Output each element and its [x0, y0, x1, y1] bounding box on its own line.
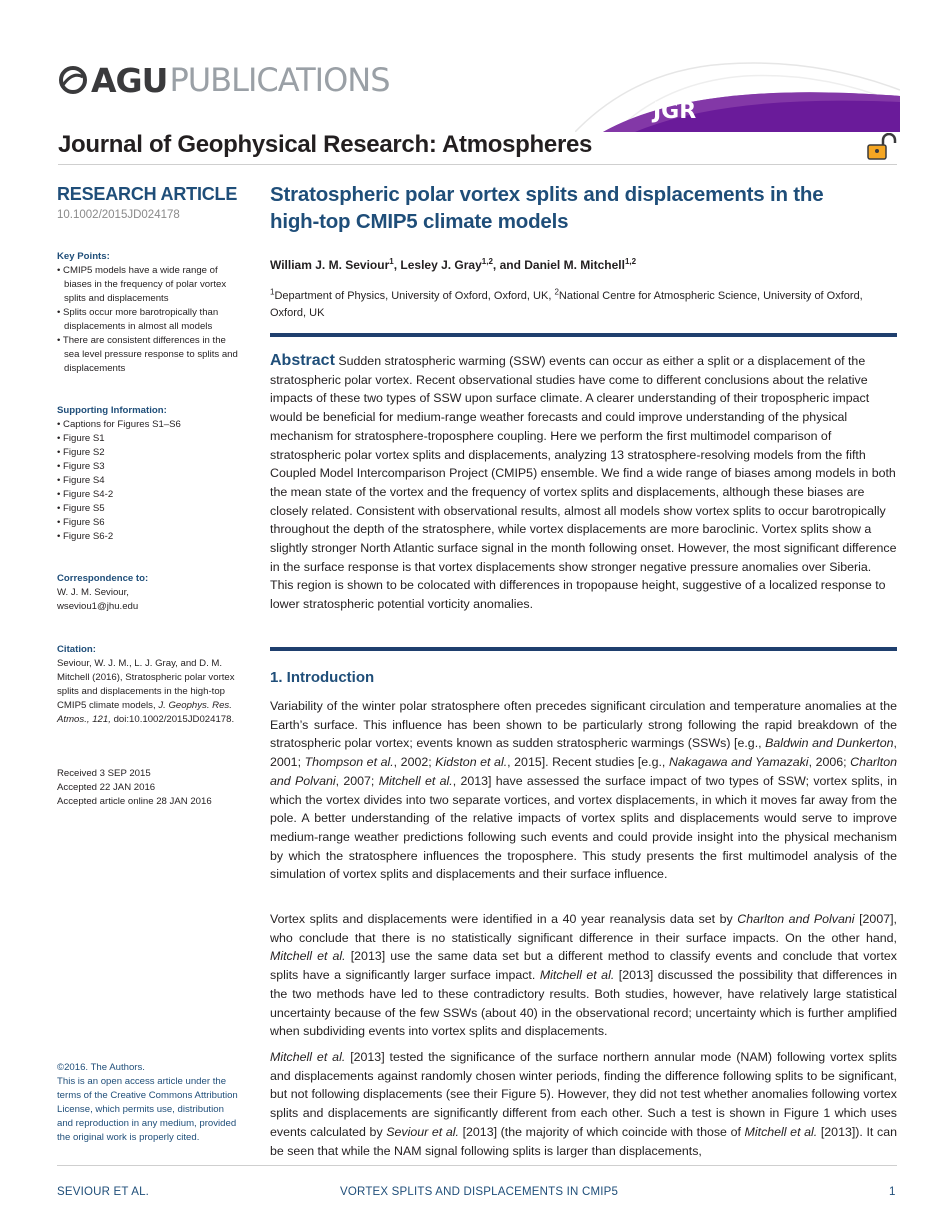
supporting-item[interactable]: • Figure S6: [57, 516, 242, 530]
text-run: , 2015]. Recent studies [e.g.,: [507, 755, 669, 770]
citation-heading: Citation:: [57, 644, 96, 655]
article-title: Stratospheric polar vortex splits and displacements in the high-top CMIP5 climate models: [270, 183, 824, 233]
text-run: Variability of the winter polar stratosphere often precedes significant circulation and temperature anomalies at the Earth’s surface. This influence has been shown to be particularly strong following the rapid breakdown of the stratospheric polar vortex; events known as sudden stratospheric warmings (SSWs) [e.g.,: [270, 699, 897, 751]
abstract-label: Abstract: [270, 352, 335, 369]
paragraph-3: [270, 1048, 897, 1160]
text-run: Vortex splits and displacements were identified in a 40 year reanalysis data set by: [270, 912, 738, 926]
author-separator: , and: [492, 258, 525, 272]
citation-body: [57, 657, 242, 727]
section-heading-introduction: 1. Introduction: [270, 669, 375, 686]
abstract-top-rule: [270, 333, 897, 337]
journal-title: Journal of Geophysical Research: Atmospheres: [58, 131, 593, 158]
key-points: [57, 250, 242, 376]
open-access-lock-icon: [865, 133, 897, 161]
affil-sup: 1: [270, 287, 275, 297]
citation-author: Mitchell et al.: [744, 1124, 818, 1139]
supporting-item[interactable]: • Figure S4: [57, 474, 242, 488]
citation-author: Mitchell et al.: [270, 1050, 346, 1064]
supporting-item[interactable]: • Figure S4-2: [57, 488, 242, 502]
citation-author: Baldwin and Dunkerton: [765, 736, 894, 751]
license-block: [57, 1061, 242, 1145]
footer-authors: SEVIOUR ET AL.: [57, 1186, 150, 1198]
abstract-text: Sudden stratospheric warming (SSW) events can occur as either a split or a displacement of the stratospheric polar vortex. Recent observational studies have come to different conclusions about the relative impacts of these two types of SSW upon surface climate. A clearer understanding of their tropospheric impact would be beneficial for medium-range weather forecasts and could improve understanding of the physical mechanism for stratosphere-troposphere coupling. Here we perform the first multimodel comparison of stratospheric polar vortex splits and displacements, analyzing 13 stratosphere-resolving models from the fifth Coupled Model Intercomparison Project (CMIP5) ensemble. We find a wide range of biases among models in both the mean state of the vortex and the frequency of vortex splits and displacements, although these biases are closely related. Consistent with observational results, almost all models show vortex splits to occur barotropically throughout the depth of the stratosphere, while vortex displacements are more baroclinic. Vortex splits show a slightly stronger North Atlantic surface signal in the month following onset. However, the most significant difference in the surface response is that vortex displacements show stronger negative pressure anomalies over Siberia. This region is shown to be colocated with differences in tropopause height, suggestive of a localized response to lower stratospheric potential vorticity anomalies.: [270, 354, 897, 612]
author-affil-sup: 1: [389, 257, 394, 266]
supporting-information: [57, 404, 242, 544]
affiliations: [270, 288, 897, 322]
key-point: • CMIP5 models have a wide range of biases in the frequency of polar vortex splits and displacements: [57, 264, 242, 306]
header-divider: [58, 164, 897, 165]
supporting-heading: Supporting Information:: [57, 405, 167, 416]
abstract-bottom-rule: [270, 647, 897, 651]
text-run: , 2013] have assessed the surface impact of two types of SSW; vortex splits, in which the vortex divides into two separate vortices, and vortex displacements, in which it moves far away from the pole. A better understanding of the relative impacts of vortex splits and displacements would serve to improve medium-range weather predictions following such events and could provide insight into the physical mechanism by which the stratosphere influences the troposphere. This study presents the first multimodel analysis of the simulation of vortex splits and displacements and their surface influence.: [270, 773, 898, 882]
online-date: Accepted article online 28 JAN 2016: [57, 796, 212, 807]
article-type: RESEARCH ARTICLE: [57, 184, 238, 204]
correspondence-email[interactable]: wseviou1@jhu.edu: [57, 601, 139, 612]
affil-1: Department of Physics, University of Oxford, Oxford, UK,: [274, 290, 555, 302]
agu-globe-icon: [58, 65, 88, 95]
citation-author: Mitchell et al.: [539, 968, 615, 983]
citation-author: Kidston et al.: [435, 755, 508, 770]
citation-author: Seviour et al.: [386, 1124, 459, 1139]
supporting-item[interactable]: • Figure S2: [57, 446, 242, 460]
received-date: Received 3 SEP 2015: [57, 768, 151, 779]
text-run: [2013] discussed the possibility that differences in the two methods have led to these contradictory results. Both studies, however, have relatively large statistical uncertainty because of the few SSWs (about 40) in the observational record; uncertainty which is further amplified when subdividing events into vortex splits and displacements.: [270, 968, 897, 1039]
citation: [57, 643, 242, 727]
author-separator: ,: [393, 258, 401, 272]
article-doi[interactable]: 10.1002/2015JD024178: [57, 209, 180, 221]
correspondence-heading: Correspondence to:: [57, 573, 149, 584]
citation-author: Mitchell et al.: [270, 949, 346, 964]
publisher-publications: PUBLICATIONS: [169, 61, 390, 99]
text-run: , 2001;: [270, 736, 897, 770]
citation-author: Charlton and Polvani: [737, 912, 855, 926]
text-run: , 2002;: [393, 755, 436, 770]
citation-author: Nakagawa and Yamazaki: [668, 755, 809, 770]
correspondence-name: W. J. M. Seviour,: [57, 587, 129, 598]
citation-doi: doi:10.1002/2015JD024178.: [113, 714, 235, 725]
supporting-item[interactable]: • Figure S3: [57, 460, 242, 474]
citation-author: Thompson et al.: [304, 755, 394, 770]
author-name: Lesley J. Gray: [400, 258, 482, 272]
paragraph-1: [270, 697, 897, 884]
key-points-heading: Key Points:: [57, 251, 110, 262]
affil-2: National Centre for Atmospheric Science, University of Oxford, Oxford, UK: [270, 290, 863, 319]
supporting-item[interactable]: • Figure S1: [57, 432, 242, 446]
author-name: Daniel M. Mitchell: [524, 258, 625, 272]
author-affil-sup: 1,2: [624, 257, 637, 266]
text-run: [2007], who conclude that there is no statistically significant difference in their surface impacts. On the other hand,: [270, 912, 897, 945]
license-text: This is an open access article under the terms of the Creative Commons Attribution License, which permits use, distribution and reproduction in any medium, provided the original work is properly cited.: [57, 1076, 238, 1143]
paragraph-2: [270, 910, 897, 1041]
publisher-agu: AGU: [91, 60, 168, 100]
accepted-date: Accepted 22 JAN 2016: [57, 782, 156, 793]
affil-sup: 2: [554, 287, 559, 297]
supporting-item[interactable]: • Figure S6-2: [57, 530, 242, 544]
supporting-item[interactable]: • Captions for Figures S1–S6: [57, 418, 242, 432]
text-run: [2013]). It can be seen that while the NAM signal following splits is larger than displacements,: [270, 1124, 897, 1158]
footer-divider: [57, 1165, 897, 1166]
author-affil-sup: 1,2: [481, 257, 493, 266]
text-run: [2013] tested the significance of the surface northern annular mode (NAM) following vortex splits and displacements against randomly chosen winter periods, finding the difference following splits to be significant, but not following displacements (see their Figure 5). However, they did not test whether anomalies following vortex splits and displacements are significantly different from each other. Such a test is shown in Figure 1 which uses events calculated by: [270, 1050, 897, 1139]
citation-volume: 121,: [92, 714, 111, 725]
citation-journal: J. Geophys. Res. Atmos.,: [57, 700, 232, 725]
copyright: ©2016. The Authors.: [57, 1062, 145, 1073]
dates: [57, 767, 242, 809]
key-point: • Splits occur more barotropically than displacements in almost all models: [57, 306, 242, 334]
text-run: [2013] (the majority of which coincide with those of: [458, 1124, 745, 1139]
correspondence: [57, 572, 242, 614]
agu-publications-logo: [58, 60, 390, 100]
supporting-item[interactable]: • Figure S5: [57, 502, 242, 516]
author-list: [270, 258, 636, 272]
citation-author: Charlton and Polvani: [270, 755, 897, 788]
key-point: • There are consistent differences in the sea level pressure response to splits and displacements: [57, 334, 242, 376]
jgr-badge: JGR: [653, 99, 697, 124]
abstract: [270, 352, 897, 614]
page-number: 1: [889, 1186, 896, 1198]
author-name: William J. M. Seviour: [270, 258, 390, 272]
text-run: , 2006;: [808, 755, 851, 770]
jgr-banner: [575, 60, 900, 132]
citation-author: Mitchell et al.: [378, 773, 453, 788]
citation-text: Seviour, W. J. M., L. J. Gray, and D. M. Mitchell (2016), Stratospheric polar vortex splits and displacements in the high-top CMIP5 climate models,: [57, 658, 235, 711]
footer-running-title: VORTEX SPLITS AND DISPLACEMENTS IN CMIP5: [340, 1186, 619, 1198]
text-run: , 2007;: [335, 773, 379, 788]
text-run: [2013] use the same data set but a different method to classify events and conclude that vortex splits have a significantly larger surface impact.: [270, 949, 897, 983]
